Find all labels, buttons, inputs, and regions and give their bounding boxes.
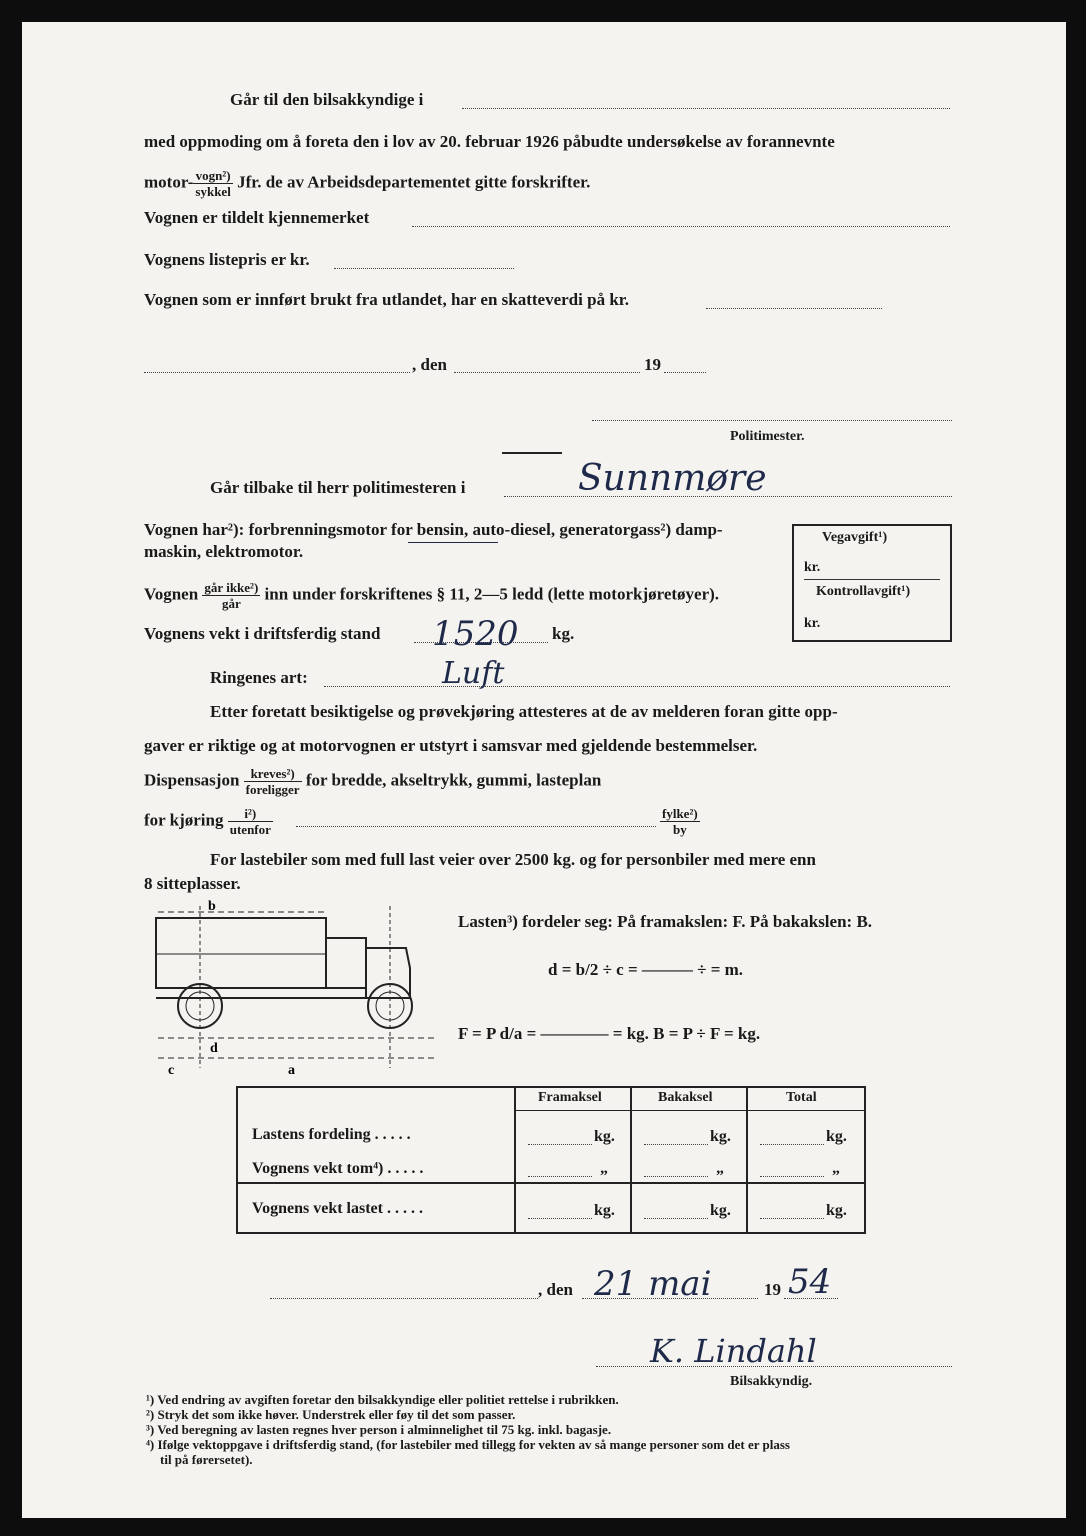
field-kjennemerke[interactable] [412, 226, 950, 227]
cell-lastens-bak[interactable] [644, 1144, 708, 1145]
footnote-2: ²) Stryk det som ikke høver. Understrek eller føy til det som passer. [146, 1407, 516, 1422]
line-gaar-inn [144, 580, 719, 611]
label-year-2: 19 [764, 1280, 781, 1299]
gaar-post: inn under forskriftenes § 11, 2—5 ledd (lette motorkjøretøyer). [264, 584, 720, 604]
cell-lastens-total[interactable] [760, 1144, 824, 1145]
motor-prefix: motor- [144, 172, 194, 192]
line-dispensasjon [144, 766, 601, 797]
truck-hood [366, 948, 410, 998]
line-skatteverdi: Vognen som er innført brukt fra utlandet, har en skatteverdi på kr. [144, 290, 630, 309]
line-attest-1: Etter foretatt besiktigelse og prøvekjøring attesteres at de av melderen foran gitte opp- [210, 702, 838, 721]
unit: „ [600, 1160, 608, 1177]
kjoring-prefix: for kjøring [144, 810, 224, 830]
label-year-1: 19 [644, 355, 661, 374]
field-ringenes[interactable] [324, 686, 950, 687]
kjoring-fraction-2 [660, 806, 700, 837]
line-lasten: Lasten³) fordeler seg: På framakslen: F. På bakakslen: B. [458, 912, 873, 931]
frac-bottom: sykkel [195, 184, 231, 199]
line-oppmoding: med oppmoding om å foreta den i lov av 20. februar 1926 påbudte undersøkelse av forannevnte [144, 132, 835, 151]
line-gaar-til: Går til den bilsakkyndige i [230, 90, 424, 109]
line-lastebiler-1: For lastebiler som med full last veier over 2500 kg. og for personbiler med mere enn [210, 850, 816, 869]
unit: kg. [594, 1128, 615, 1145]
fylke-fraction [660, 806, 700, 837]
hand-vekt: 1520 [432, 614, 519, 654]
label-bilsakkyndig: Bilsakkyndig. [730, 1374, 813, 1389]
frac-bottom: foreligger [245, 782, 300, 797]
gaar-fraction [202, 580, 260, 611]
cell-lastet-bak[interactable] [644, 1218, 708, 1219]
frac-top: går ikke²) [204, 580, 259, 595]
cell-lastet-fram[interactable] [528, 1218, 592, 1219]
line-attest-2: gaver er riktige og at motorvognen er utstyrt i samsvar med gjeldende bestemmelser. [144, 736, 758, 755]
form-page [22, 22, 1066, 1518]
frac-top: vogn²) [193, 168, 232, 184]
line-motor-type-1: Vognen har²): forbrenningsmotor for bensin, auto-diesel, generatorgass²) damp- [144, 520, 723, 539]
line-listepris: Vognens listepris er kr. [144, 250, 310, 269]
footnote-3: ³) Ved beregning av lasten regnes hver person i alminnelighet til 75 kg. inkl. bagasje. [146, 1422, 612, 1437]
header-bakaksel: Bakaksel [658, 1090, 713, 1105]
header-total: Total [786, 1090, 817, 1105]
frac-top: kreves²) [244, 766, 302, 782]
hand-luft: Luft [442, 656, 505, 691]
line-vekt: Vognens vekt i driftsferdig stand [144, 624, 381, 643]
formula-d: d = b/2 ÷ c = ——— ÷ = m. [548, 960, 744, 979]
row-label-lastens: Lastens fordeling . . . . . [252, 1126, 411, 1143]
hand-year: 54 [788, 1262, 832, 1302]
line-motor-type-2: maskin, elektromotor. [144, 542, 304, 561]
label-kr-2: kr. [804, 616, 821, 631]
footnote-4: ⁴) Ifølge vektoppgave i driftsferdig stand, (for lastebiler med tillegg for vekten av så mange personer som det er plass [146, 1437, 790, 1452]
hand-date: 21 mai [594, 1264, 712, 1304]
label-kr-1: kr. [804, 560, 821, 575]
unit: kg. [594, 1202, 615, 1219]
field-skatteverdi[interactable] [706, 308, 882, 309]
line-kjennemerke: Vognen er tildelt kjennemerket [144, 208, 370, 227]
field-listepris[interactable] [334, 268, 514, 269]
cell-tom-total[interactable] [760, 1176, 824, 1177]
frac-bottom: går [221, 596, 241, 611]
label-den-2: , den [538, 1280, 573, 1299]
disp-fraction [244, 766, 302, 797]
line-ringenes: Ringenes art: [210, 668, 308, 687]
cell-tom-bak[interactable] [644, 1176, 708, 1177]
underline-bensin [408, 542, 498, 543]
formula-f: F = P d/a = ———— = kg. B = P ÷ F = kg. [458, 1024, 761, 1043]
unit: kg. [710, 1128, 731, 1145]
cell-tom-fram[interactable] [528, 1176, 592, 1177]
unit: kg. [710, 1202, 731, 1219]
line-tilbake: Går tilbake til herr politimesteren i [210, 478, 466, 497]
motor-fraction [193, 168, 232, 199]
line-motor [144, 168, 590, 199]
truck-cab [326, 938, 366, 988]
cell-lastet-total[interactable] [760, 1218, 824, 1219]
unit: kg. [826, 1202, 847, 1219]
line-lastebiler-2: 8 sitteplasser. [144, 874, 241, 893]
field-politimester-sign[interactable] [592, 420, 952, 421]
cell-lastens-fram[interactable] [528, 1144, 592, 1145]
label-vegavgift: Vegavgift¹) [822, 530, 888, 545]
field-sted-2[interactable] [270, 1298, 538, 1299]
disp-post: for bredde, akseltrykk, gummi, lasteplan [305, 770, 602, 790]
motor-post: Jfr. de av Arbeidsdepartementet gitte forskrifter. [237, 172, 591, 192]
unit: „ [716, 1160, 724, 1177]
divider [502, 452, 562, 454]
frac-top: i²) [228, 806, 273, 822]
gaar-prefix: Vognen [144, 584, 199, 604]
truck-cargo-box [156, 918, 326, 988]
diagram-label-d: d [210, 1041, 218, 1056]
footnote-1: ¹) Ved endring av avgiften foretar den bilsakkyndige eller politiet rettelse i rubrikken. [146, 1392, 619, 1407]
signature: K. Lindahl [650, 1332, 817, 1370]
diagram-label-b: b [208, 899, 216, 914]
field-sted-1[interactable] [144, 372, 410, 373]
label-kontrollavgift: Kontrollavgift¹) [816, 584, 911, 599]
field-bilsakkyndige[interactable] [462, 108, 950, 109]
kjoring-fraction [228, 806, 273, 837]
label-vekt-unit: kg. [552, 624, 575, 643]
avgift-box [792, 524, 952, 642]
field-kjoring[interactable] [296, 826, 656, 827]
field-year-1[interactable] [664, 372, 706, 373]
diagram-label-c: c [168, 1063, 175, 1074]
unit: „ [832, 1160, 840, 1177]
row-label-tom: Vognens vekt tom⁴) . . . . . [252, 1160, 424, 1177]
frac-bottom: utenfor [229, 822, 271, 837]
label-den-1: , den [412, 355, 447, 374]
field-dato-1[interactable] [454, 372, 640, 373]
frac-bottom: by [672, 822, 687, 837]
row-label-lastet: Vognens vekt lastet . . . . . [252, 1200, 423, 1217]
frac-top: fylke²) [662, 806, 698, 821]
label-politimester: Politimester. [730, 429, 805, 444]
line-kjoring [144, 806, 273, 837]
field-vegavgift[interactable] [804, 579, 940, 580]
weight-table [236, 1086, 866, 1234]
truck-diagram [148, 898, 448, 1074]
disp-prefix: Dispensasjon [144, 770, 240, 790]
hand-sunnmore: Sunnmøre [578, 458, 767, 499]
footnote-4-cont: til på førersetet). [160, 1452, 253, 1467]
diagram-label-a: a [288, 1063, 295, 1074]
unit: kg. [826, 1128, 847, 1145]
header-framaksel: Framaksel [538, 1090, 602, 1105]
